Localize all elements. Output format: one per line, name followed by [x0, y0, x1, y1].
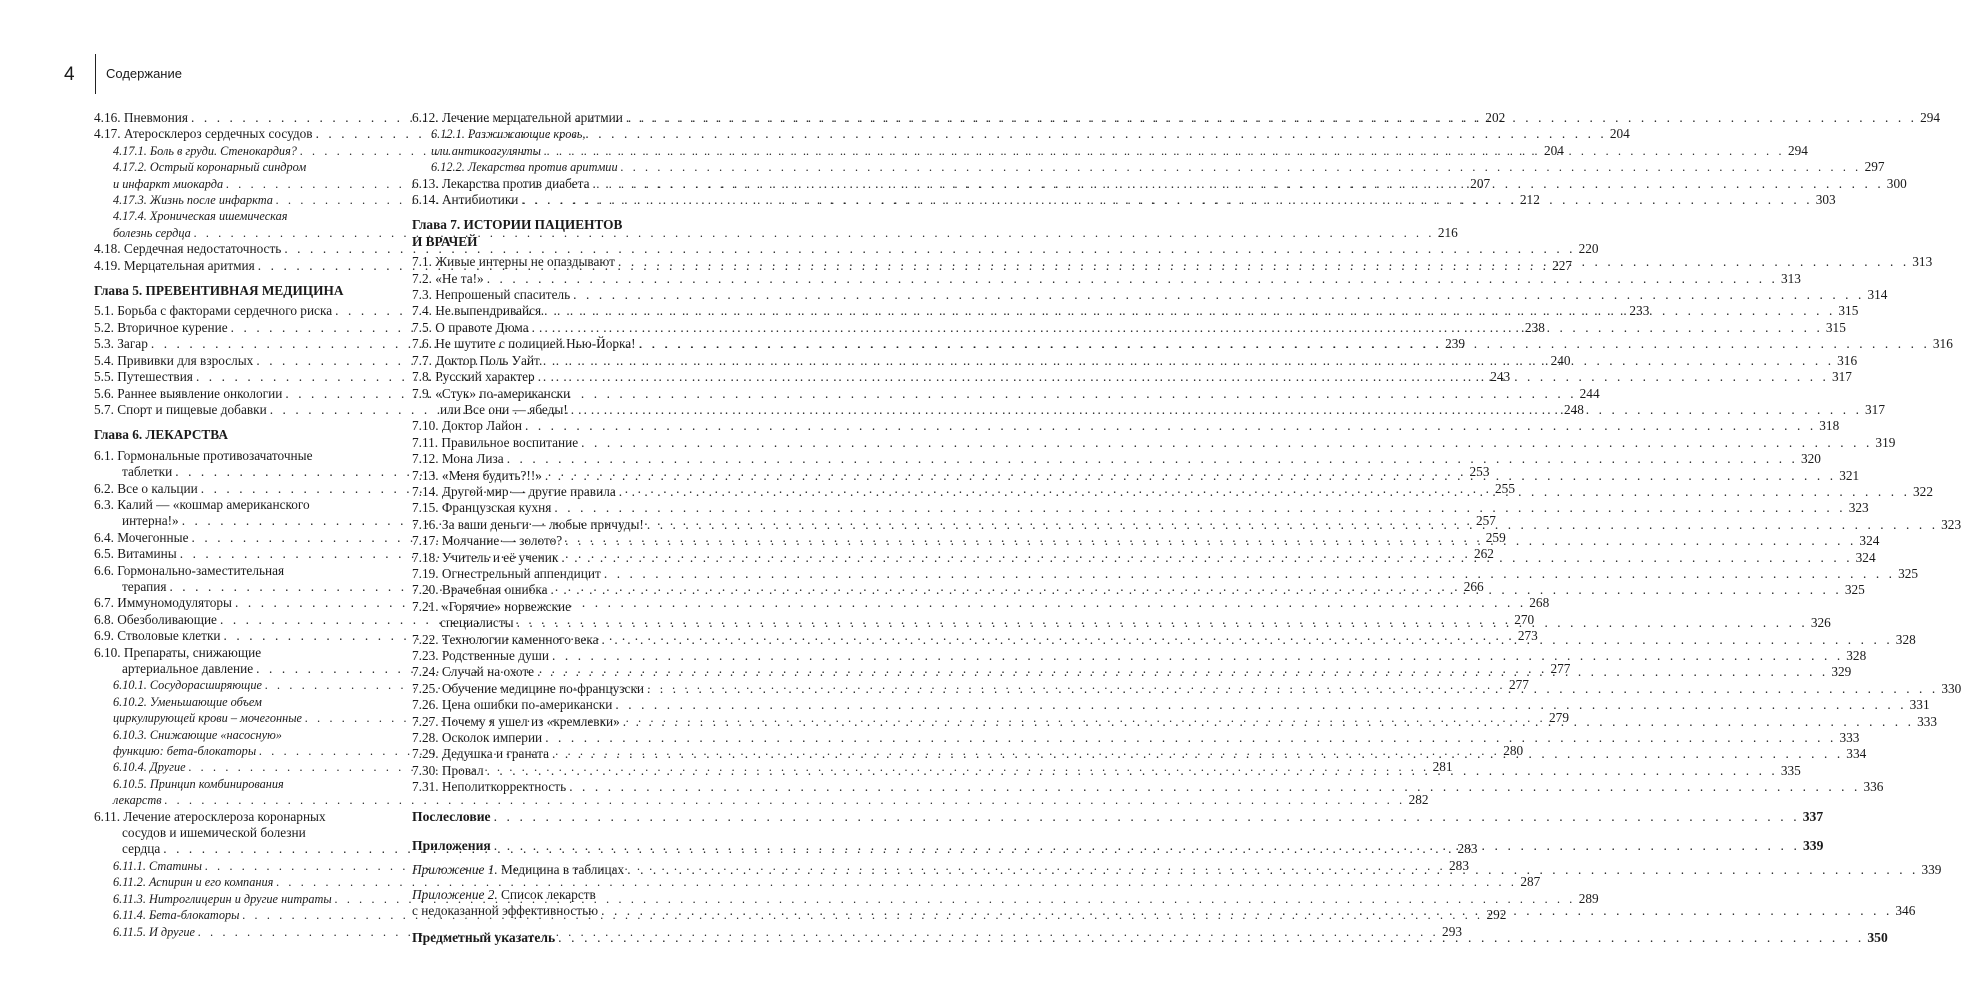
entry-label: 6.10.3. Снижающие «насосную» — [113, 727, 282, 742]
entry-label: Предметный указатель — [412, 929, 556, 945]
entry-label: 5.4. Прививки для взрослых — [94, 352, 254, 368]
appendix-prefix: Приложение 1. — [412, 862, 498, 878]
toc-entry[interactable] — [94, 563, 383, 579]
entry-label: 4.18. Сердечная недостаточность — [94, 241, 282, 257]
entry-label: 5.5. Путешествия — [94, 369, 193, 385]
entry-label: терапия — [122, 578, 167, 594]
entry-label: 4.17.2. Острый коронарный синдром — [113, 160, 307, 175]
entry-page: 328 — [1846, 648, 1867, 663]
entry-label: 6.11.1. Статины — [113, 858, 202, 873]
entry-page: 328 — [1895, 631, 1916, 647]
entry-page: 325 — [1844, 582, 1865, 598]
entry-page: 259 — [1485, 529, 1506, 545]
entry-label: 7.24. Случай на охоте — [412, 664, 535, 680]
entry-label: 7.31. Неполиткорректность — [412, 779, 567, 795]
entry-label: 7.9. «Стук» по-американски — [412, 385, 571, 401]
entry-label: или антикоагулянты — [431, 143, 541, 158]
leader-dots — [647, 517, 1938, 533]
entry-label: 7.23. Родственные души — [412, 648, 549, 663]
entry-page: 325 — [1898, 565, 1919, 581]
toc-entry[interactable] — [94, 727, 383, 743]
leader-dots — [558, 930, 1864, 946]
entry-label: 4.16. Пневмония — [94, 110, 189, 125]
leader-dots — [517, 615, 1808, 631]
toc-entry[interactable] — [412, 270, 1801, 287]
chapter-5-title: Глава 5. ПРЕВЕНТИВНАЯ МЕДИЦИНА — [94, 283, 344, 299]
toc-entry[interactable] — [94, 825, 383, 841]
entry-label: 7.4. Не выпендривайся — [412, 303, 542, 319]
leader-dots — [487, 763, 1778, 779]
leader-dots — [554, 500, 1845, 516]
entry-page: 339 — [1802, 838, 1824, 854]
entry-page: 321 — [1839, 467, 1860, 483]
entry-page: 320 — [1800, 451, 1821, 467]
entry-page: 323 — [1848, 500, 1869, 516]
entry-label — [412, 862, 624, 878]
leader-dots — [545, 730, 1836, 746]
leader-dots — [525, 418, 1816, 434]
entry-page: 227 — [1552, 257, 1573, 273]
entry-page: 268 — [1529, 595, 1550, 611]
entry-label: 6.4. Мочегонные — [94, 529, 189, 545]
leader-dots — [538, 369, 1829, 385]
entry-label: 5.6. Раннее выявление онкологии — [94, 385, 283, 401]
entry-page: 277 — [1508, 677, 1529, 693]
entry-label: 6.10.5. Принцип комбинирования — [113, 776, 284, 791]
toc-entry[interactable] — [94, 809, 383, 825]
entry-label: 5.3. Загар — [94, 336, 148, 352]
entry-label: 7.11. Правильное воспитание — [412, 434, 579, 450]
entry-label: 6.11.2. Аспирин и его компания — [113, 875, 274, 890]
entry-page: 335 — [1780, 762, 1801, 778]
entry-label: 4.17. Атеросклероз сердечных сосудов — [94, 126, 313, 142]
entry-label: 7.25. Обучение медицине по-французски — [412, 680, 645, 696]
leader-dots — [604, 566, 1895, 582]
entry-label: или Все они — ябеды! — [440, 401, 568, 417]
leader-dots — [543, 353, 1834, 369]
entry-label: 6.1. Гормональные противозачаточные — [94, 447, 313, 463]
entry-page: 330 — [1941, 680, 1961, 696]
entry-page: 262 — [1474, 546, 1494, 562]
entry-page: 283 — [1449, 857, 1469, 873]
leader-dots — [552, 746, 1843, 762]
entry-page: 204 — [1543, 142, 1564, 158]
entry-page: 316 — [1932, 336, 1953, 352]
toc-entry[interactable] — [412, 418, 1840, 434]
entry-page: 324 — [1855, 549, 1876, 565]
leader-dots — [544, 143, 1785, 159]
toc-entry[interactable] — [412, 730, 1860, 746]
entry-label: 6.14. Антибиотики — [412, 192, 519, 208]
entry-label: 7.27. Почему я ушел из «кремлевки» — [412, 713, 620, 729]
leader-dots — [623, 714, 1914, 730]
entry-page: 240 — [1550, 352, 1571, 368]
leader-dots — [627, 862, 1918, 878]
leader-dots — [615, 697, 1906, 713]
toc-entry[interactable] — [412, 287, 1888, 303]
entry-page: 293 — [1442, 923, 1462, 939]
entry-label: 6.3. Калий — «кошмар американского — [94, 496, 310, 512]
entry-page: 273 — [1517, 628, 1538, 644]
chapter-7-title-line2: И ВРАЧЕЙ — [412, 233, 478, 249]
entry-label: 6.5. Витамины — [94, 546, 177, 562]
toc-entry[interactable] — [412, 126, 698, 142]
entry-page: 319 — [1875, 434, 1896, 450]
toc-entry[interactable] — [94, 694, 383, 710]
entry-page: 316 — [1837, 352, 1858, 368]
entry-page: 289 — [1578, 890, 1599, 906]
chapter-7-title: Глава 7. ИСТОРИИ ПАЦИЕНТОВ — [412, 217, 623, 233]
entry-label: 6.2. Все о кальции — [94, 480, 198, 496]
entry-page: 303 — [1815, 192, 1836, 208]
toc-entry[interactable] — [412, 599, 698, 615]
entry-label: специалисты — [440, 615, 514, 631]
entry-label: Приложения — [412, 838, 491, 854]
appendix-title: Список лекарств — [501, 886, 596, 902]
toc-entry[interactable] — [94, 792, 1429, 808]
entry-label: 7.2. «Не та!» — [412, 270, 484, 286]
leader-dots — [565, 533, 1856, 549]
entry-label — [412, 887, 596, 903]
leader-dots — [571, 402, 1862, 418]
entry-label: 7.30. Провал — [412, 762, 484, 778]
chapter-6-title: Глава 6. ЛЕКАРСТВА — [94, 427, 228, 443]
entry-label: артериальное давление — [122, 661, 254, 676]
entry-page: 239 — [1445, 336, 1466, 352]
entry-label: 6.13. Лекарства против диабета — [412, 175, 590, 191]
running-title: Содержание — [106, 66, 182, 81]
entry-page: 333 — [1839, 730, 1860, 746]
entry-label: 4.19. Мерцательная аритмия — [94, 257, 255, 273]
entry-label: 7.21. «Горячие» норвежские — [412, 598, 572, 614]
entry-label: 6.7. Иммуномодуляторы — [94, 595, 232, 611]
toc-entry[interactable] — [412, 648, 1867, 664]
leader-dots — [647, 681, 1938, 697]
entry-page: 300 — [1886, 175, 1907, 191]
leader-dots — [551, 582, 1842, 598]
entry-page: 270 — [1514, 611, 1535, 627]
leader-dots — [601, 903, 1892, 919]
entry-label: 7.29. Дедушка и граната — [412, 746, 550, 762]
entry-label: 6.8. Обезболивающие — [94, 611, 217, 627]
entry-label: 6.12. Лечение мерцательной аритмии — [412, 110, 623, 125]
leader-dots — [552, 648, 1843, 664]
entry-page: 202 — [1485, 110, 1506, 125]
header-divider — [95, 54, 96, 94]
leader-dots — [494, 838, 1800, 854]
toc-entry[interactable] — [412, 779, 1884, 795]
toc-entry[interactable] — [94, 448, 383, 464]
entry-page: 216 — [1437, 224, 1458, 240]
leader-dots — [569, 779, 1860, 795]
entry-label: 6.11.4. Бета-блокаторы — [113, 908, 240, 923]
entry-label: 6.11.3. Нитроглицерин и другие нитраты — [113, 891, 332, 906]
entry-label: 4.17.1. Боль в груди. Стенокардия? — [113, 143, 297, 158]
entry-page: 317 — [1865, 401, 1885, 417]
entry-label: 6.6. Гормонально-заместительная — [94, 562, 285, 578]
entry-label: 6.10. Препараты, снижающие — [94, 644, 262, 660]
entry-label: интерна!» — [122, 513, 179, 529]
entry-page: 333 — [1917, 713, 1938, 729]
leader-dots — [618, 254, 1909, 270]
entry-label: 5.7. Спорт и пищевые добавки — [94, 401, 267, 417]
entry-page: 243 — [1490, 369, 1511, 385]
entry-page: 292 — [1486, 907, 1507, 923]
entry-label: 7.8. Русский характер — [412, 369, 535, 385]
entry-label: 5.2. Вторичное курение — [94, 319, 228, 335]
entry-page: 337 — [1802, 808, 1824, 824]
entry-page: 334 — [1846, 746, 1867, 762]
entry-label: 7.19. Огнестрельный аппендицит — [412, 565, 601, 581]
entry-page: 253 — [1469, 464, 1490, 480]
entry-label: 7.6. Не шутите с полицией Нью-Йорка! — [412, 336, 636, 352]
toc-entry[interactable] — [412, 159, 1885, 175]
entry-page: 336 — [1863, 779, 1884, 795]
entry-label: циркулирующей крови – мочегонные — [113, 711, 302, 726]
leader-dots — [619, 484, 1910, 500]
entry-page: 282 — [1408, 792, 1429, 808]
entry-page: 315 — [1838, 303, 1859, 319]
entry-label: 7.16. За ваши деньги — любые причуды! — [412, 516, 644, 532]
toc-entry[interactable] — [412, 386, 698, 402]
entry-label: 7.5. О правоте Дюма — [412, 319, 529, 335]
leader-dots — [494, 809, 1800, 825]
entry-label: 6.10.2. Уменьшающие объем — [113, 694, 262, 709]
entry-label: Послесловие — [412, 808, 491, 824]
page-number: 4 — [64, 64, 75, 85]
entry-page: 279 — [1549, 710, 1569, 726]
entry-label: 7.10. Доктор Лайон — [412, 418, 522, 434]
entry-page: 277 — [1550, 661, 1571, 676]
entry-label: 7.28. Осколок империи — [412, 730, 543, 746]
leader-dots — [581, 435, 1872, 451]
entry-label: 6.11. Лечение атеросклероза коронарных — [94, 808, 326, 824]
entry-page: 255 — [1495, 480, 1515, 496]
leader-dots — [532, 320, 1823, 336]
entry-page: 294 — [1920, 110, 1941, 125]
entry-page: 212 — [1519, 192, 1540, 208]
entry-label: 6.10.1. Сосудорасширяющие — [113, 678, 262, 693]
entry-label: 7.18. Учитель и её ученик — [412, 549, 559, 565]
entry-label: 6.12.2. Лекарства против аритмии — [431, 160, 618, 175]
leader-dots — [639, 336, 1930, 352]
entry-page: 323 — [1941, 516, 1961, 532]
leader-dots — [487, 271, 1778, 287]
entry-label: 7.14. Другой мир — другие правила — [412, 483, 616, 499]
entry-page: 326 — [1810, 615, 1831, 631]
entry-page: 257 — [1475, 513, 1496, 529]
entry-page: 314 — [1867, 287, 1888, 303]
entry-page: 287 — [1520, 874, 1541, 890]
entry-label: 6.11.5. И другие — [113, 924, 196, 939]
appendix-title: Медицина в таблицах — [501, 862, 625, 878]
entry-label: сосудов и ишемической болезни — [122, 825, 306, 841]
leader-dots — [573, 287, 1864, 303]
entry-page: 207 — [1470, 175, 1491, 191]
leader-dots — [545, 468, 1836, 484]
entry-label: лекарств — [113, 793, 162, 808]
leader-dots — [602, 632, 1893, 648]
entry-label: 7.1. Живые интерны не опаздывают — [412, 254, 615, 270]
entry-page: 329 — [1831, 664, 1852, 680]
entry-page: 233 — [1629, 303, 1650, 319]
entry-label: 6.10.4. Другие — [113, 760, 186, 775]
toc-entry[interactable] — [94, 159, 383, 175]
leader-dots — [194, 225, 1435, 241]
toc-entry[interactable] — [94, 776, 383, 792]
leader-dots — [544, 303, 1835, 319]
entry-page: 339 — [1921, 862, 1942, 878]
toc-entry[interactable] — [94, 208, 383, 224]
entry-page: 322 — [1913, 483, 1933, 499]
entry-label: сердца — [122, 841, 161, 857]
entry-label: 6.12.1. Разжижающие кровь, — [431, 127, 586, 142]
toc-entry[interactable] — [412, 434, 1896, 451]
leader-dots — [621, 159, 1862, 175]
entry-page: 238 — [1524, 319, 1545, 335]
entry-page: 331 — [1909, 697, 1930, 713]
toc-entry[interactable] — [412, 451, 1821, 467]
entry-page: 204 — [1609, 126, 1630, 142]
entry-label: 7.26. Цена ошибки по-американски — [412, 697, 613, 713]
toc-entry[interactable] — [94, 497, 383, 513]
toc-entry[interactable] — [94, 645, 383, 661]
entry-page: 313 — [1780, 270, 1801, 286]
entry-page: 248 — [1563, 401, 1584, 417]
entry-label: болезнь сердца — [113, 225, 191, 240]
entry-page: 281 — [1432, 759, 1453, 775]
entry-page: 283 — [1457, 841, 1478, 857]
toc-entry-afterword[interactable] — [412, 808, 1824, 825]
toc-entry[interactable] — [412, 500, 1869, 516]
entry-label: и инфаркт миокарда — [113, 176, 224, 191]
entry-page: 280 — [1503, 743, 1524, 759]
leader-dots — [593, 176, 1884, 192]
entry-label: таблетки — [122, 464, 173, 480]
leader-dots — [561, 550, 1852, 566]
entry-label: 7.20. Врачебная ошибка — [412, 582, 548, 598]
entry-page: 317 — [1832, 369, 1852, 385]
entry-page: 324 — [1859, 533, 1880, 549]
entry-page: 318 — [1819, 418, 1840, 434]
toc-entry[interactable] — [412, 697, 1930, 713]
entry-label: 7.15. Французская кухня — [412, 500, 552, 516]
entry-label: 4.17.3. Жизнь после инфаркта — [113, 193, 273, 208]
entry-label: с недоказанной эффективностью — [412, 903, 599, 919]
leader-dots — [507, 451, 1798, 467]
entry-page: 346 — [1895, 903, 1916, 919]
entry-page: 313 — [1912, 254, 1933, 270]
entry-page: 220 — [1578, 241, 1599, 257]
entry-page: 350 — [1867, 929, 1888, 945]
toc-entry-appendix-2[interactable] — [412, 887, 698, 903]
entry-label: 7.7. Доктор Поль Уайт — [412, 352, 540, 368]
entry-page: 294 — [1787, 142, 1808, 158]
entry-label: 7.13. «Меня будить?!!» — [412, 467, 542, 483]
leader-dots — [537, 664, 1828, 680]
toc-entry[interactable] — [412, 565, 1919, 582]
appendix-prefix: Приложение 2. — [412, 886, 498, 902]
leader-dots — [626, 110, 1917, 126]
entry-label: 4.17.4. Хроническая ишемическая — [113, 209, 288, 224]
entry-label: 7.22. Технологии каменного века — [412, 631, 599, 647]
entry-label: 7.12. Мона Лиза — [412, 451, 504, 467]
entry-label: функцию: бета-блокаторы — [113, 744, 257, 759]
toc-entry[interactable] — [94, 874, 1541, 890]
entry-label: 7.3. Непрошеный спаситель — [412, 287, 571, 303]
entry-label: 7.17. Молчание — золото? — [412, 533, 563, 549]
entry-page: 315 — [1825, 319, 1846, 335]
entry-page: 244 — [1579, 385, 1600, 401]
entry-page: 266 — [1463, 578, 1484, 594]
entry-label: 6.9. Стволовые клетки — [94, 628, 221, 644]
entry-page: 297 — [1864, 159, 1885, 175]
leader-dots — [521, 192, 1812, 208]
entry-label: 5.1. Борьба с факторами сердечного риска — [94, 303, 333, 319]
